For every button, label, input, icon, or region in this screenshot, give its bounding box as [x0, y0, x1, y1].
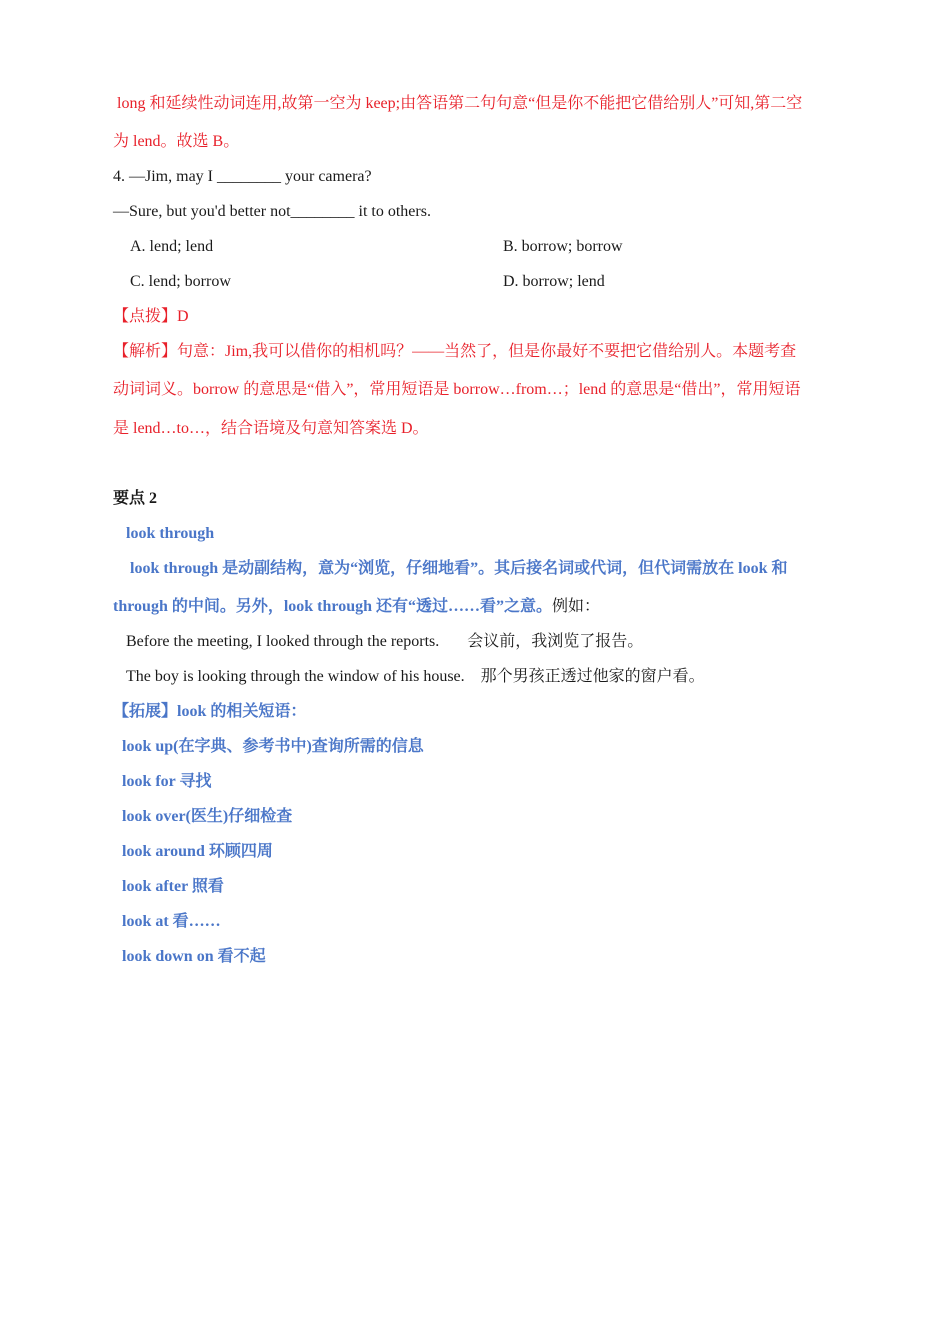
example-2-en: The boy is looking through the window of his house.	[126, 668, 465, 685]
prev-explanation-line-2: 为 lend。故选 B。	[113, 133, 240, 150]
explain-line-2-blue: through 的中间。另外，look through 还有“透过……看”之意。	[113, 598, 553, 615]
analysis-line-3: 是 lend…to…，结合语境及句意知答案选 D。	[113, 420, 429, 437]
section-heading: 要点 2	[113, 490, 158, 507]
option-d: D. borrow; lend	[503, 273, 605, 290]
analysis-line-1: 【解析】句意：Jim,我可以借你的相机吗？——当然了，但是你最好不要把它借给别人。本题考查	[113, 343, 797, 360]
example-1	[126, 631, 643, 653]
example-2	[126, 666, 705, 688]
example-1-en: Before the meeting, I looked through the reports.	[126, 633, 440, 650]
option-b: B. borrow; borrow	[503, 238, 623, 255]
phrase-item: look for 寻找	[122, 773, 212, 790]
phrase-item: look at 看……	[122, 913, 221, 930]
phrase-item: look around 环顾四周	[122, 843, 273, 860]
analysis-line-2: 动词词义。borrow 的意思是“借入”，常用短语是 borrow…from…；lend 的意思是“借出”，常用短语	[113, 381, 801, 398]
explain-line-1: look through 是动副结构，意为“浏览，仔细地看”。其后接名词或代词，但代词需放在 look 和	[130, 560, 788, 577]
example-1-cn: 会议前，我浏览了报告。	[467, 633, 644, 650]
phrase-item: look up(在字典、参考书中)查询所需的信息	[122, 738, 424, 755]
phrase-item: look over(医生)仔细检查	[122, 808, 293, 825]
phrase-item: look after 照看	[122, 878, 224, 895]
question-reply: —Sure, but you'd better not________ it to others.	[113, 203, 431, 220]
option-a: A. lend; lend	[130, 238, 214, 255]
phrase-item: look down on 看不起	[122, 948, 266, 965]
explain-line-2	[113, 596, 600, 618]
section-title: look through	[126, 525, 215, 542]
option-c: C. lend; borrow	[130, 273, 231, 290]
extension-heading: 【拓展】look 的相关短语：	[113, 703, 307, 720]
question-stem: 4. —Jim, may I ________ your camera?	[113, 168, 372, 185]
explain-line-2-black: 例如：	[552, 598, 601, 615]
hint-answer: 【点拨】D	[113, 308, 189, 325]
prev-explanation-line-1: long 和延续性动词连用,故第一空为 keep;由答语第二句句意“但是你不能把它借给别人”可知,第二空	[117, 95, 803, 112]
example-2-cn: 那个男孩正透过他家的窗户看。	[480, 668, 705, 685]
